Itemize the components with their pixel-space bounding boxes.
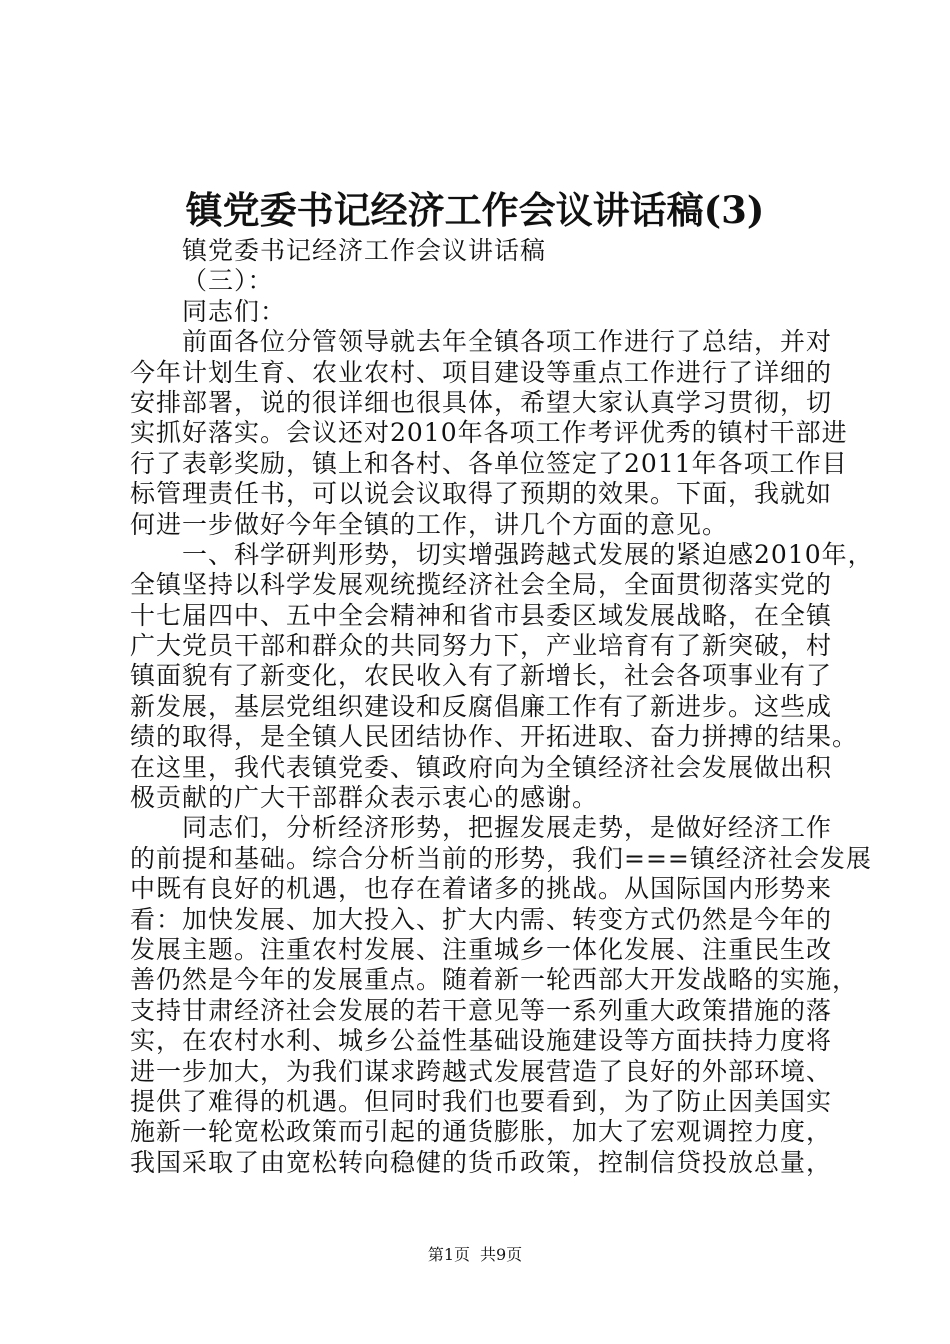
- text-line: 施新一轮宽松政策而引起的通货膨胀，加大了宏观调控力度，: [130, 1117, 833, 1147]
- text-line: 镇面貌有了新变化，农民收入有了新增长，社会各项事业有了: [130, 661, 833, 691]
- text-line: 极贡献的广大干部群众表示衷心的感谢。: [130, 783, 599, 813]
- text-line: 看：加快发展、加大投入、扩大内需、转变方式仍然是今年的: [130, 904, 833, 934]
- page-total: 共9页: [480, 1245, 523, 1264]
- document-title: 镇党委书记经济工作会议讲话稿(3): [185, 188, 765, 232]
- document-body: [130, 236, 874, 1178]
- text-line: 新发展，基层党组织建设和反腐倡廉工作有了新进步。这些成: [130, 691, 833, 721]
- text-line: 中既有良好的机遇，也存在着诸多的挑战。从国际国内形势来: [130, 874, 833, 904]
- text-line: （三）：: [182, 266, 274, 296]
- page-footer: [0, 1244, 950, 1266]
- text-line: 善仍然是今年的发展重点。随着新一轮西部大开发战略的实施，: [130, 965, 859, 995]
- text-line: 标管理责任书，可以说会议取得了预期的效果。下面，我就如: [130, 479, 833, 509]
- text-line: 一、科学研判形势，切实增强跨越式发展的紧迫感2010年，: [182, 539, 874, 569]
- text-line: 何进一步做好今年全镇的工作，讲几个方面的意见。: [130, 509, 729, 539]
- text-line: 安排部署，说的很详细也很具体，希望大家认真学习贯彻，切: [130, 387, 833, 417]
- text-line: 进一步加大，为我们谋求跨越式发展营造了良好的外部环境、: [130, 1056, 833, 1086]
- text-line: 绩的取得，是全镇人民团结协作、开拓进取、奋力拼搏的结果。: [130, 722, 859, 752]
- text-line: 提供了难得的机遇。但同时我们也要看到，为了防止因美国实: [130, 1086, 833, 1116]
- text-line: 发展主题。注重农村发展、注重城乡一体化发展、注重民生改: [130, 934, 833, 964]
- text-line: 行了表彰奖励，镇上和各村、各单位签定了2011年各项工作目: [130, 448, 848, 478]
- text-line: 全镇坚持以科学发展观统揽经济社会全局，全面贯彻落实党的: [130, 570, 833, 600]
- text-line: 在这里，我代表镇党委、镇政府向为全镇经济社会发展做出积: [130, 752, 833, 782]
- page-number: 第1页: [427, 1245, 470, 1264]
- text-line: 的前提和基础。综合分析当前的形势，我们===镇经济社会发展: [130, 843, 872, 873]
- text-line: 同志们：: [182, 296, 287, 326]
- text-line: 实，在农村水利、城乡公益性基础设施建设等方面扶持力度将: [130, 1026, 833, 1056]
- text-line: 实抓好落实。会议还对2010年各项工作考评优秀的镇村干部进: [130, 418, 848, 448]
- text-line: 广大党员干部和群众的共同努力下，产业培育有了新突破，村: [130, 631, 833, 661]
- text-line: 镇党委书记经济工作会议讲话稿: [182, 236, 547, 265]
- text-line: 我国采取了由宽松转向稳健的货币政策，控制信贷投放总量，: [130, 1147, 833, 1177]
- text-line: 今年计划生育、农业农村、项目建设等重点工作进行了详细的: [130, 357, 833, 387]
- text-line: 十七届四中、五中全会精神和省市县委区域发展战略，在全镇: [130, 600, 833, 630]
- text-line: 同志们，分析经济形势，把握发展走势，是做好经济工作: [182, 813, 833, 843]
- text-line: 前面各位分管领导就去年全镇各项工作进行了总结，并对: [182, 327, 833, 357]
- text-line: 支持甘肃经济社会发展的若干意见等一系列重大政策措施的落: [130, 995, 833, 1025]
